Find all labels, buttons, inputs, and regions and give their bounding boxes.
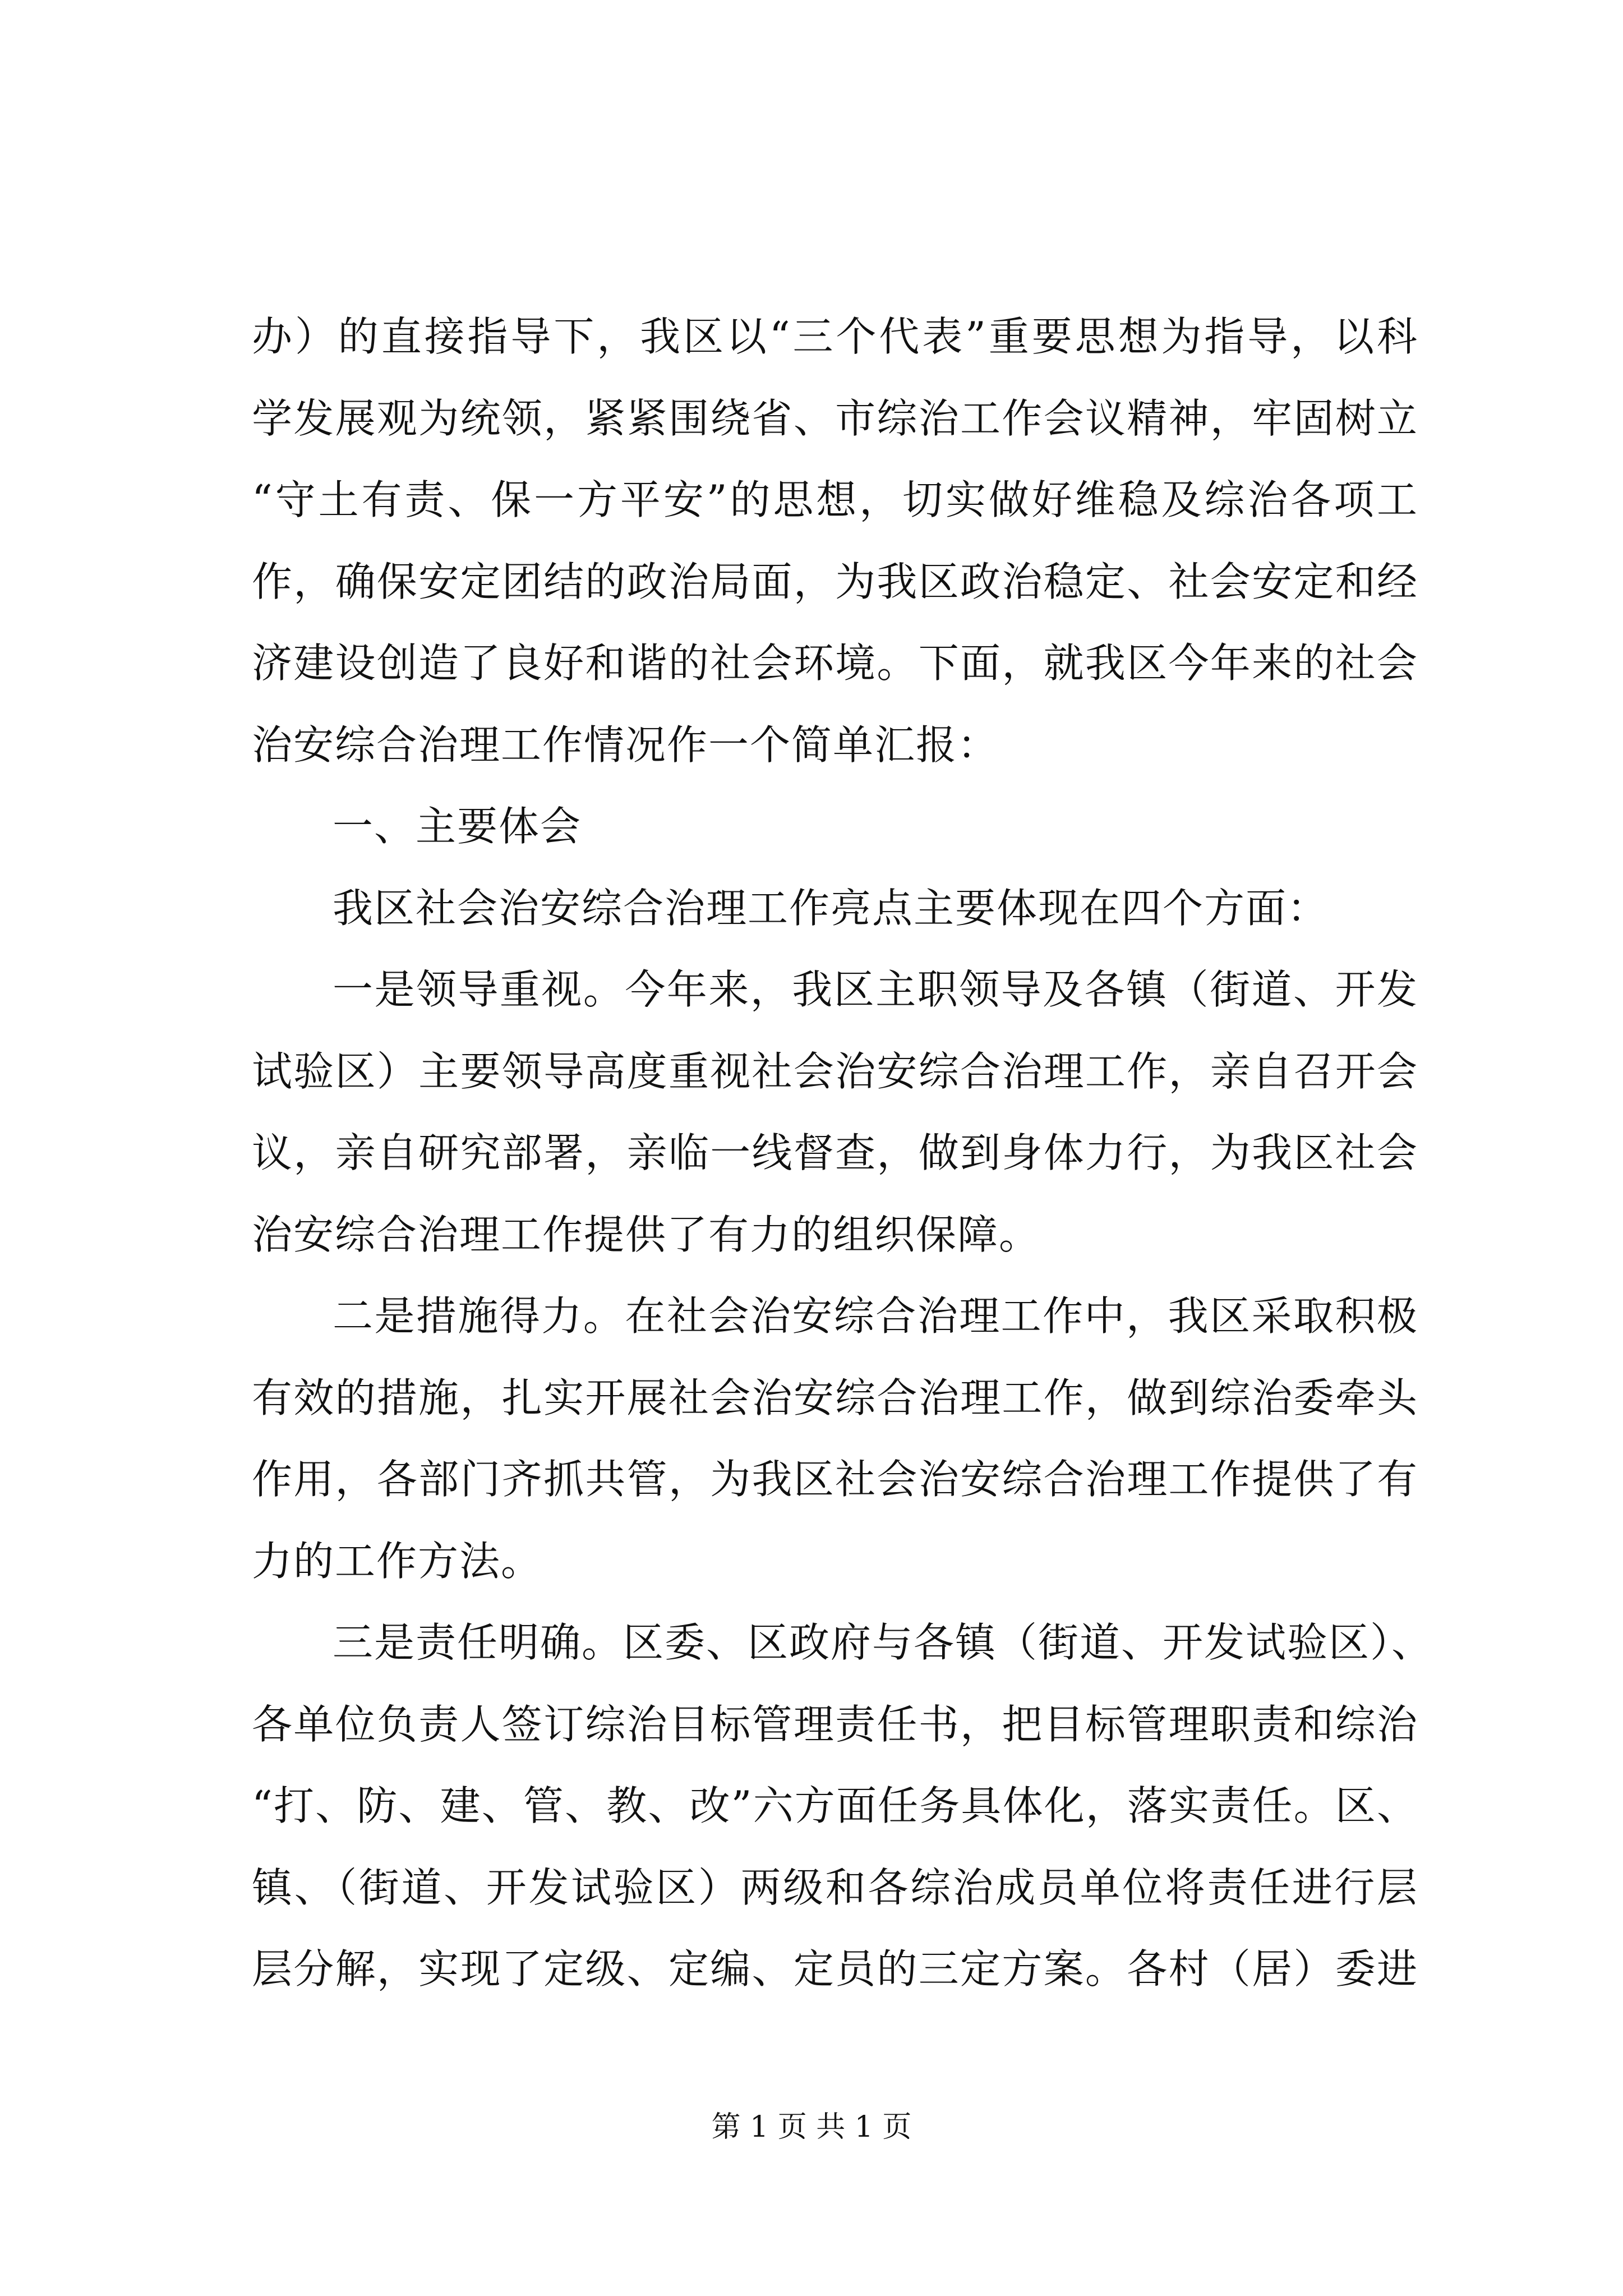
text-line: 一是领导重视。今年来，我区主职领导及各镇（街道、开发: [333, 966, 1418, 1013]
text-line: 层分解，实现了定级、定编、定员的三定方案。各村（居）委进: [252, 1945, 1418, 1993]
text-line: 我区社会治安综合治理工作亮点主要体现在四个方面：: [333, 884, 1329, 932]
text-line: 三是责任明确。区委、区政府与各镇（街道、开发试验区）、: [333, 1619, 1433, 1666]
text-line: 济建设创造了良好和谐的社会环境。下面，就我区今年来的社会: [252, 639, 1418, 687]
text-line: 议，亲自研究部署，亲临一线督查，做到身体力行，为我区社会: [252, 1129, 1418, 1176]
text-line: 作，确保安定团结的政治局面，为我区政治稳定、社会安定和经: [252, 558, 1418, 605]
text-line: 镇、（街道、开发试验区）两级和各综治成员单位将责任进行层: [252, 1864, 1418, 1911]
text-line: 各单位负责人签订综治目标管理责任书，把目标管理职责和综治: [252, 1700, 1418, 1748]
text-line: 有效的措施，扎实开展社会治安综合治理工作，做到综治委牵头: [252, 1374, 1418, 1421]
text-line: 试验区）主要领导高度重视社会治安综合治理工作，亲自召开会: [252, 1047, 1418, 1095]
text-line: 力的工作方法。: [252, 1537, 543, 1585]
text-line: “打、防、建、管、教、改”六方面任务具体化，落实责任。区、: [252, 1782, 1418, 1829]
text-line: 治安综合治理工作情况作一个简单汇报：: [252, 721, 999, 769]
page-footer: 第 1 页 共 1 页: [711, 2110, 912, 2144]
document-body: [252, 296, 1433, 2010]
text-line: 办）的直接指导下，我区以“三个代表”重要思想为指导，以科: [252, 313, 1418, 360]
text-line: 学发展观为统领，紧紧围绕省、市综治工作会议精神，牢固树立: [252, 394, 1418, 442]
text-line: “守土有责、保一方平安”的思想，切实做好维稳及综治各项工: [252, 476, 1418, 523]
text-line: 治安综合治理工作提供了有力的组织保障。: [252, 1211, 1041, 1258]
text-line: 作用，各部门齐抓共管，为我区社会治安综合治理工作提供了有: [252, 1456, 1418, 1503]
text-line: 一、主要体会: [333, 803, 582, 850]
text-line: 二是措施得力。在社会治安综合治理工作中，我区采取积极: [333, 1292, 1418, 1340]
